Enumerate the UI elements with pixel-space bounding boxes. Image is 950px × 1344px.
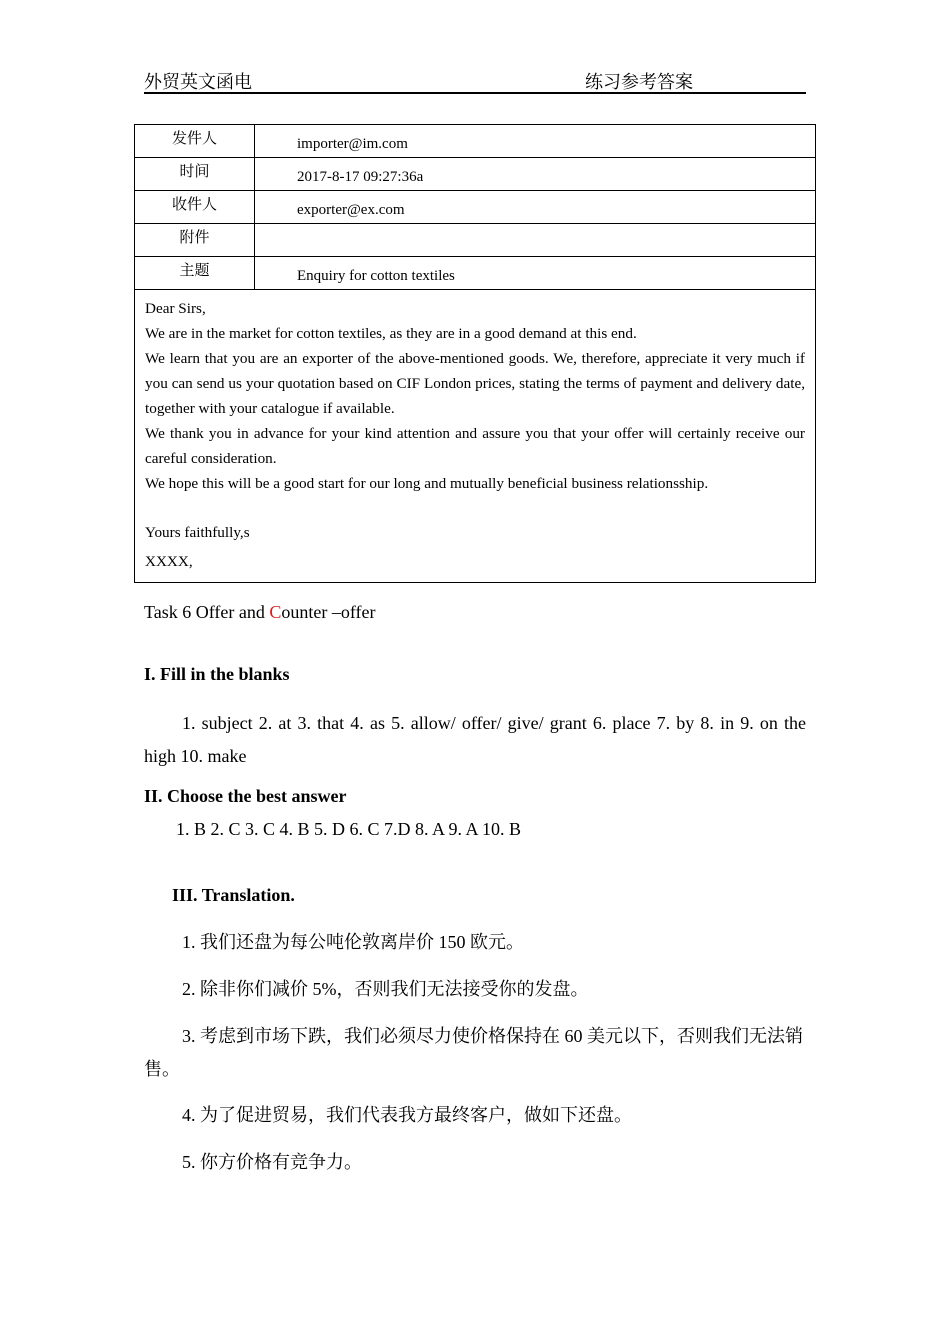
page-header — [144, 68, 806, 94]
email-row-to — [135, 191, 816, 224]
value-attachment — [255, 224, 816, 257]
translation-item: 2. 除非你们减价 5%，否则我们无法接受你的发盘。 — [182, 979, 589, 999]
translation-item: 1. 我们还盘为每公吨伦敦离岸价 150 欧元。 — [182, 932, 524, 952]
body-paragraph: We learn that you are an exporter of the above-mentioned goods. We, therefore, appreciate it very much if you can send us your quotation based on CIF London prices, stating the terms of payment and delivery date, together with your catalogue if available. — [145, 350, 805, 417]
label-subject: 主题 — [135, 257, 255, 290]
task-title — [144, 602, 376, 623]
body-closing: Yours faithfully,s — [145, 524, 250, 541]
email-body — [135, 290, 816, 583]
value-time: 2017-8-17 09:27:36a — [255, 158, 816, 191]
body-paragraph: We are in the market for cotton textiles, as they are in a good demand at this end. — [145, 325, 637, 342]
email-table — [134, 124, 816, 583]
body-signature: XXXX, — [145, 553, 193, 570]
email-row-from — [135, 125, 816, 158]
email-row-subject — [135, 257, 816, 290]
task-title-suffix: ounter –offer — [281, 602, 376, 622]
label-time: 时间 — [135, 158, 255, 191]
header-course-title: 外贸英文函电 — [144, 72, 252, 92]
value-from: importer@im.com — [255, 125, 816, 158]
section-heading-translation: III. Translation. — [172, 885, 295, 905]
email-row-attachment — [135, 224, 816, 257]
translation-item: 3. 考虑到市场下跌，我们必须尽力使价格保持在 60 美元以下，否则我们无法销售。 — [144, 1026, 803, 1079]
body-paragraph: We hope this will be a good start for our long and mutually beneficial business relationsship. — [145, 475, 709, 492]
fill-blanks-answers: 1. subject 2. at 3. that 4. as 5. allow/ offer/ give/ grant 6. place 7. by 8. in 9. on the high 10. make — [144, 713, 806, 766]
value-to: exporter@ex.com — [255, 191, 816, 224]
label-to: 收件人 — [135, 191, 255, 224]
task-title-red-letter: C — [269, 602, 282, 622]
header-answer-key-title: 练习参考答案 — [585, 72, 693, 92]
translation-item: 5. 你方价格有竞争力。 — [182, 1152, 362, 1172]
section-heading-fill-blanks: I. Fill in the blanks — [144, 664, 290, 684]
choose-answers: 1. B 2. C 3. C 4. B 5. D 6. C 7.D 8. A 9. A 10. B — [176, 819, 522, 839]
value-subject: Enquiry for cotton textiles — [255, 257, 816, 290]
task-title-prefix: Task 6 Offer and — [144, 602, 270, 622]
body-greeting: Dear Sirs, — [145, 300, 206, 317]
section-heading-choose: II. Choose the best answer — [144, 786, 347, 806]
email-row-time — [135, 158, 816, 191]
translation-item: 4. 为了促进贸易，我们代表我方最终客户，做如下还盘。 — [182, 1105, 632, 1125]
email-body-row — [135, 290, 816, 583]
body-paragraph: We thank you in advance for your kind attention and assure you that your offer will certainly receive our careful consideration. — [145, 425, 805, 467]
label-attachment: 附件 — [135, 224, 255, 257]
label-from: 发件人 — [135, 125, 255, 158]
